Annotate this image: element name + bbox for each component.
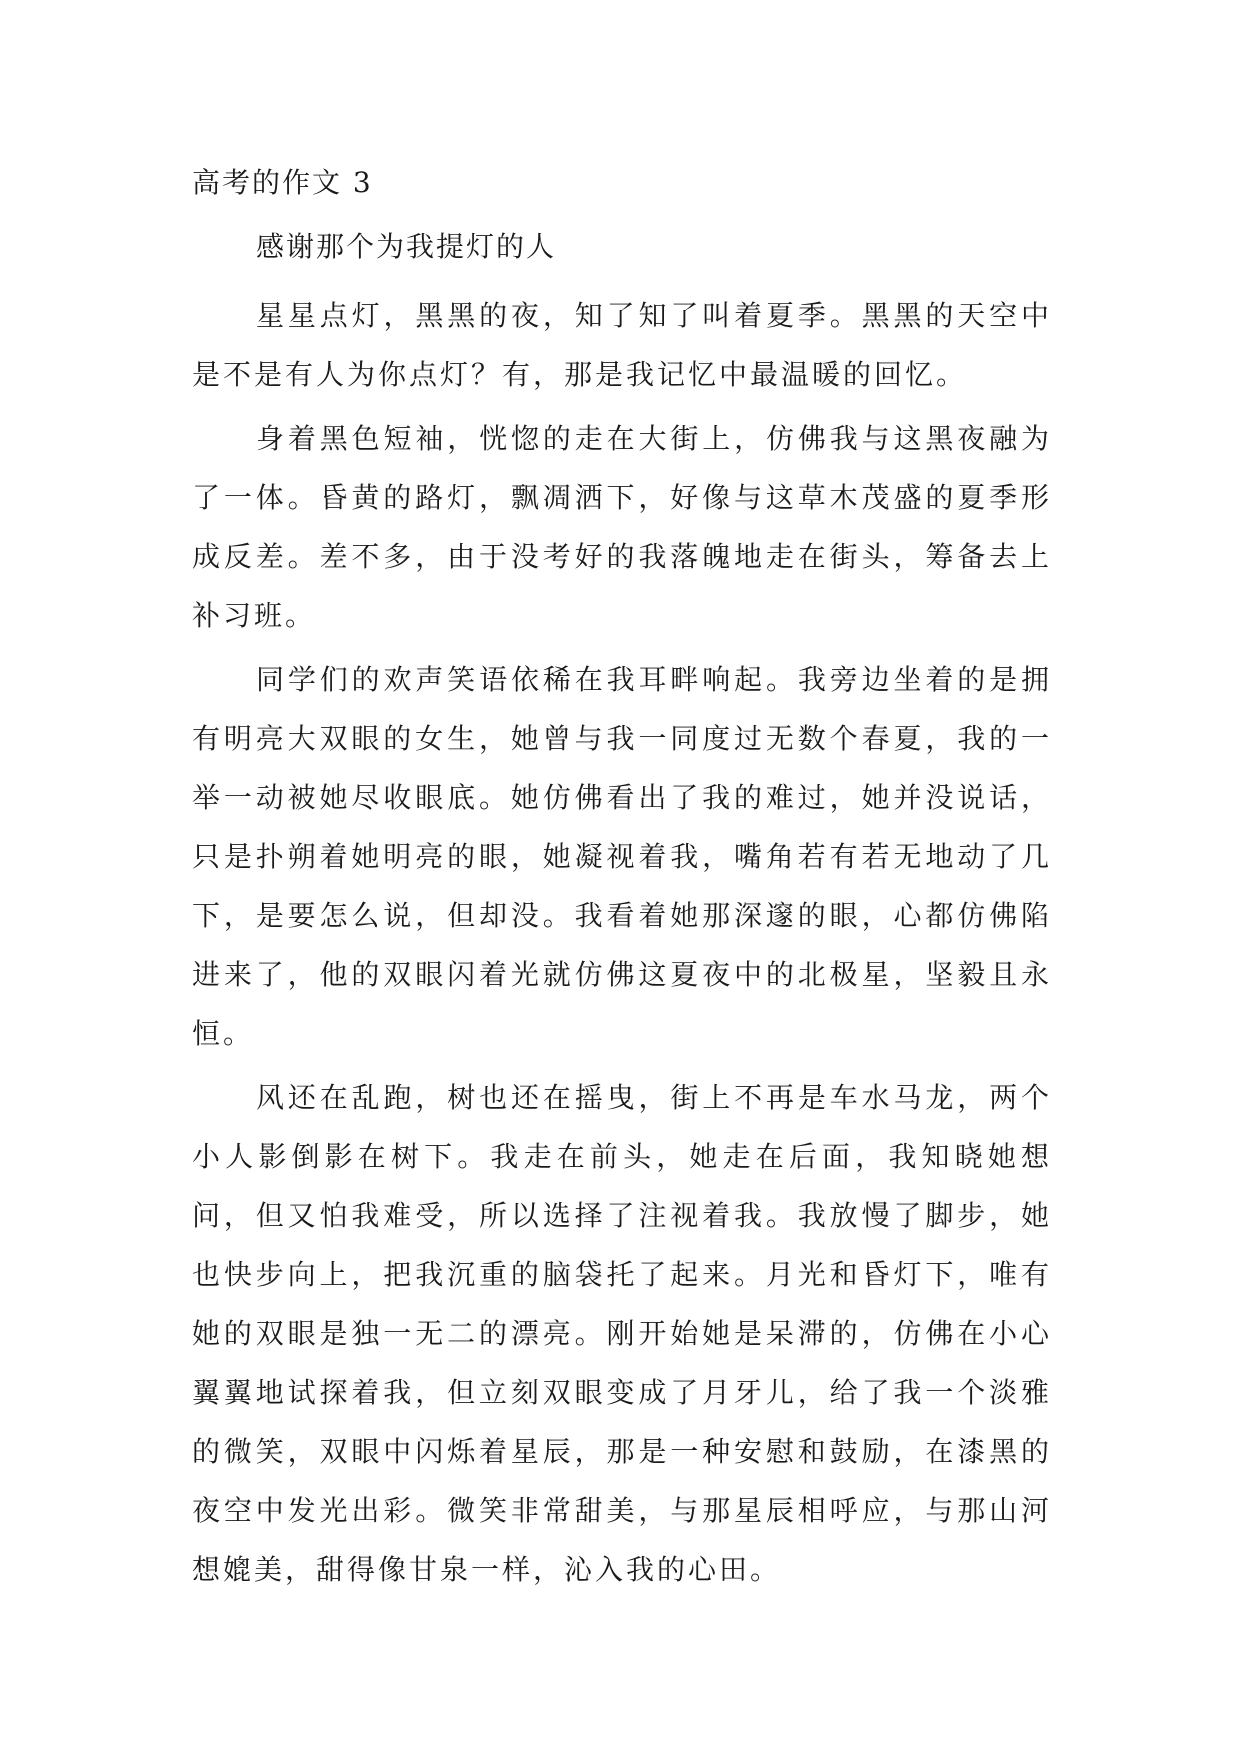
document-title: 高考的作文 3 xyxy=(192,166,373,199)
paragraph-4: 风还在乱跑，树也还在摇曳，街上不再是车水马龙，两个小人影倒影在树下。我走在前头，她走在后面，我知晓她想问，但又怕我难受，所以选择了注视着我。我放慢了脚步，她也快步向上，把我沉重的脑袋托了起来。月光和昏灯下，唯有她的双眼是独一无二的漂亮。刚开始她是呆滞的，仿佛在小心翼翼地试探着我，但立刻双眼变成了月牙儿，给了我一个淡雅的微笑，双眼中闪烁着星辰，那是一种安慰和鼓励，在漆黑的夜空中发光出彩。微笑非常甜美，与那星辰相呼应，与那山河想媲美，甜得像甘泉一样，沁入我的心田。 xyxy=(192,1081,1052,1586)
paragraph-2: 身着黑色短袖，恍惚的走在大街上，仿佛我与这黑夜融为了一体。昏黄的路灯，飘凋洒下，好像与这草木茂盛的夏季形成反差。差不多，由于没考好的我落魄地走在街头，筹备去上补习班。 xyxy=(192,422,1052,632)
paragraph-1: 星星点灯，黑黑的夜，知了知了叫着夏季。黑黑的天空中是不是有人为你点灯？有，那是我记忆中最温暖的回忆。 xyxy=(192,299,1052,391)
paragraph-3: 同学们的欢声笑语依稀在我耳畔响起。我旁边坐着的是拥有明亮大双眼的女生，她曾与我一同度过无数个春夏，我的一举一动被她尽收眼底。她仿佛看出了我的难过，她并没说话，只是扑朔着她明亮的眼，她凝视着我，嘴角若有若无地动了几下，是要怎么说，但却没。我看着她那深邃的眼，心都仿佛陷进来了，他的双眼闪着光就仿佛这夏夜中的北极星，坚毅且永恒。 xyxy=(192,663,1052,1050)
document-body xyxy=(192,158,1052,1604)
essay-title: 感谢那个为我提灯的人 xyxy=(256,230,557,263)
